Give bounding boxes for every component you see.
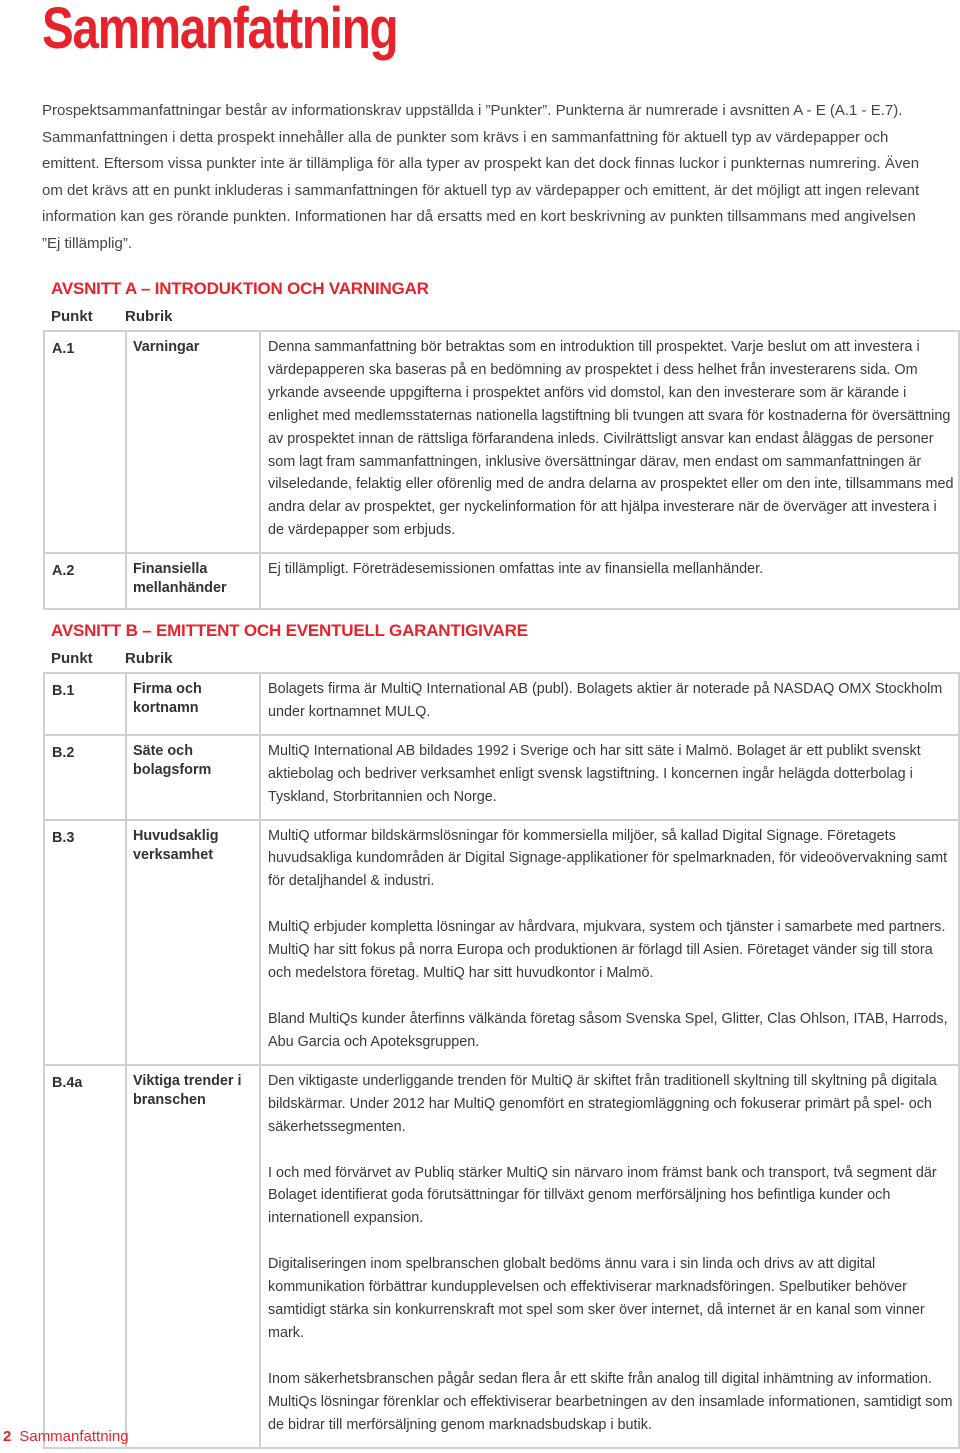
- row-paragraph: Bolagets firma är MultiQ International AB (publ). Bolagets aktier är noterade på NASDAQ OMX Stockholm under kortnamnet MULQ.: [268, 681, 943, 720]
- row-paragraph: Digitaliseringen inom spelbranschen globalt bedöms ännu vara i sin linda och drivs av att digital kommunikation förbättrar kundupplevelsen och effektiviserar marknadsföringen. Spelbutiker behöver samtidigt stärka sin konkurrenskraft mot spel som sker över internet, då internet är en kanal som vinner mark.: [268, 1256, 925, 1341]
- row-rubrik: Firma och kortnamn: [125, 672, 259, 734]
- row-punkt: B.1: [43, 672, 125, 734]
- row-paragraph: Denna sammanfattning bör betraktas som en introduktion till prospektet. Varje beslut om att investera i värdepapperen ska baseras på en bedömning av prospektet i dess helhet från investerarens sida. Om yrkande avseende uppgifterna i prospektet anförs vid domstol, kan den investerare som är kärande i enlighet med medlemsstaternas nationella lagstiftning bli tvungen att svara för kostnaderna för översättning av prospektet innan de rättsliga förfarandena inleds. Civilrättsligt ansvar kan endast åläggas de personer som lagt fram sammanfattningen, inklusive översättningar därav, men endast om sammanfattningen är vilseledande, felaktig eller oförenlig med de andra delarna av prospektet eller om den inte, tillsammans med andra delar av prospektet, ger nyckelinformation för att hjälpa investerare när de överväger att investera i de värdepapper som erbjuds.: [268, 339, 954, 539]
- page-title: Sammanfattning: [42, 0, 398, 61]
- table-row: [43, 330, 960, 552]
- section-b-heading: AVSNITT B – EMITTENT OCH EVENTUELL GARANTIGIVARE: [51, 621, 528, 640]
- row-paragraph: MultiQ International AB bildades 1992 i Sverige och har sitt säte i Malmö. Bolaget är ett publikt svenskt aktiebolag och bedriver verksamhet enligt svensk lagstiftning. I koncernen ingår helägda dotterbolag i Tyskland, Storbritannien och Norge.: [268, 742, 921, 805]
- column-header-rubrik: Rubrik: [125, 650, 173, 667]
- row-rubrik: Varningar: [125, 330, 259, 552]
- row-punkt: B.4a: [43, 1064, 125, 1449]
- row-text: [259, 672, 960, 734]
- row-text: [259, 330, 960, 552]
- row-paragraph: MultiQ erbjuder kompletta lösningar av hårdvara, mjukvara, system och tjänster i samarbete med partners. MultiQ har sitt fokus på norra Europa och produktionen är förlagd till Asien. Företaget vänder sig till stora och medelstora företag. MultiQ har sitt huvudkontor i Malmö.: [268, 919, 946, 982]
- section-b-table: [43, 672, 960, 1449]
- row-rubrik: Viktiga trender i branschen: [125, 1064, 259, 1449]
- section-a-heading: AVSNITT A – INTRODUKTION OCH VARNINGAR: [51, 279, 429, 298]
- section-b-rows: [43, 672, 960, 1449]
- row-text: [259, 819, 960, 1064]
- row-paragraph: Bland MultiQs kunder återfinns välkända företag såsom Svenska Spel, Glitter, Clas Ohlson, ITAB, Harrods, Abu Garcia och Apoteksgruppen.: [268, 1010, 948, 1050]
- section-a-rows: [43, 330, 960, 610]
- intro-paragraph: Prospektsammanfattningar består av informationskrav uppställda i ”Punkter”. Punkterna är numrerade i avsnitten A - E (A.1 - E.7). Sammanfattningen i detta prospekt innehåller alla de punkter som krävs i en sammanfattning för aktuell typ av värdepapper och emittent. Eftersom vissa punkter inte är tillämpliga för alla typer av prospekt kan det dock finnas luckor i punkternas numrering. Även om det krävs att en punkt inkluderas i sammanfattningen för aktuell typ av värdepapper och emittent, är det möjligt att ingen relevant information kan ges rörande punkten. Informationen har då ersatts med en kort beskrivning av punkten tillsammans med angivelsen ”Ej tillämplig”.: [42, 102, 920, 252]
- column-header-punkt: Punkt: [51, 650, 93, 667]
- row-rubrik: Huvudsaklig verksamhet: [125, 819, 259, 1064]
- page-footer: [3, 1428, 129, 1445]
- table-row: [43, 1064, 960, 1449]
- row-punkt: A.2: [43, 552, 125, 610]
- row-text: [259, 1064, 960, 1449]
- row-rubrik: Finansiella mellanhänder: [125, 552, 259, 610]
- table-row: [43, 552, 960, 610]
- row-punkt: B.2: [43, 734, 125, 819]
- column-header-rubrik: Rubrik: [125, 308, 173, 325]
- row-text: [259, 552, 960, 610]
- row-rubrik: Säte och bolagsform: [125, 734, 259, 819]
- row-paragraph: Ej tillämpligt. Företrädesemissionen omfattas inte av finansiella mellanhänder.: [268, 561, 764, 578]
- table-row: [43, 819, 960, 1064]
- row-punkt: A.1: [43, 330, 125, 552]
- column-header-punkt: Punkt: [51, 308, 93, 325]
- table-row: [43, 734, 960, 819]
- section-a-table: [43, 330, 960, 610]
- row-paragraph: MultiQ utformar bildskärmslösningar för kommersiella miljöer, så kallad Digital Signage. Företagets huvudsakliga kundområden är Digital Signage-applikationer för spelmarknaden, för videoövervakning samt för detaljhandel & industri.: [268, 827, 948, 890]
- row-paragraph: Den viktigaste underliggande trenden för MultiQ är skiftet från traditionell skyltning till skyltning på digitala bildskärmar. Under 2012 har MultiQ genomfört en strategiomläggning och fokuserar primärt på spel- och säkerhetssegmenten.: [268, 1072, 937, 1135]
- row-paragraph: I och med förvärvet av Publiq stärker MultiQ sin närvaro inom främst bank och transport, två segment där Bolaget identifierat goda förutsättningar för tillväxt genom merförsäljning hos befintliga kunder och internationell expansion.: [268, 1164, 937, 1227]
- row-text: [259, 734, 960, 819]
- row-paragraph: Inom säkerhetsbranschen pågår sedan flera år ett skifte från analog till digital inhämtning av information. MultiQs lösningar förenklar och effektiviserar bearbetningen av den insamlade informationen, samtidigt som de bidrar till merförsäljning genom marknadsbudskap i butik.: [268, 1370, 953, 1433]
- table-row: [43, 672, 960, 734]
- footer-label: Sammanfattning: [19, 1428, 129, 1445]
- row-punkt: B.3: [43, 819, 125, 1064]
- page-number: 2: [3, 1428, 12, 1445]
